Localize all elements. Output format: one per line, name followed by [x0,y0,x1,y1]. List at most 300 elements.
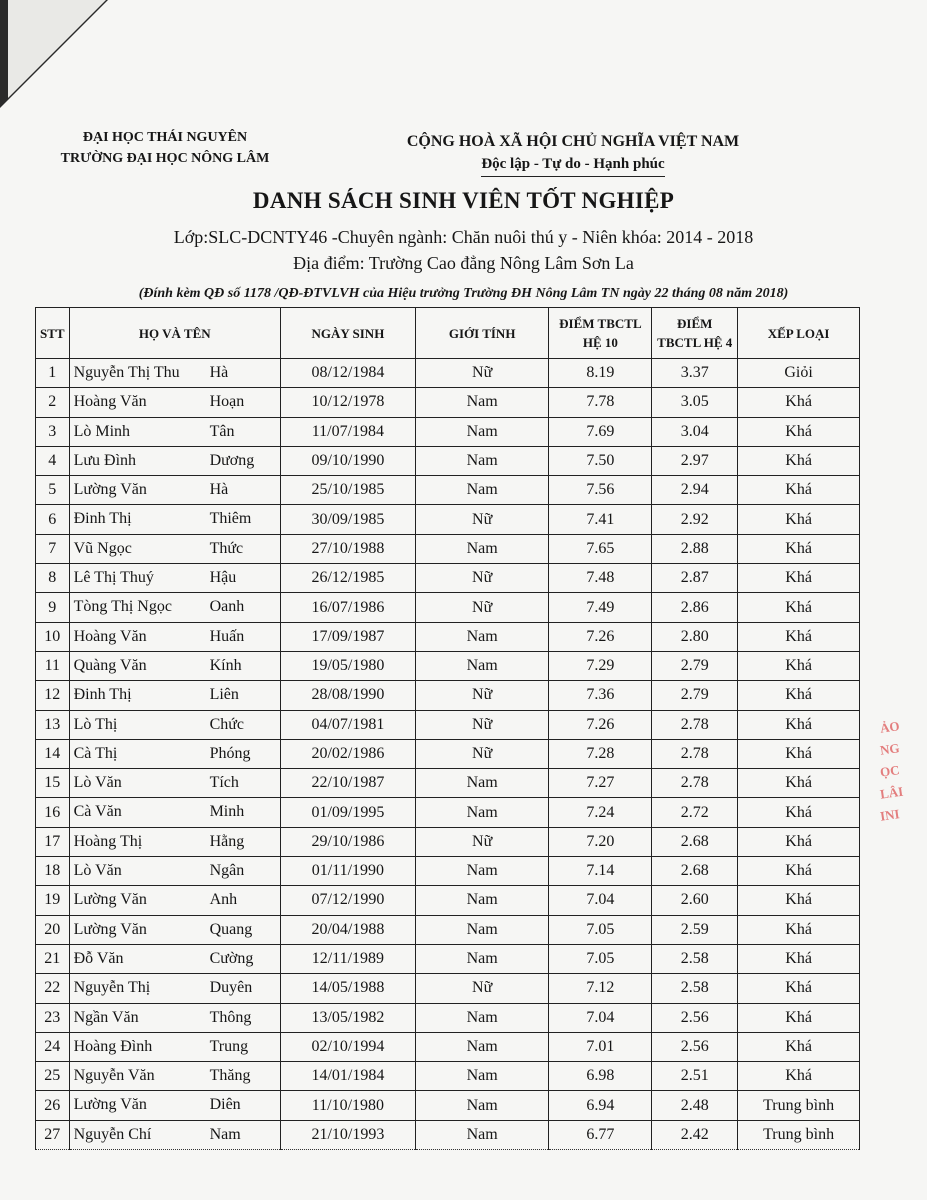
table-row [36,505,860,534]
cell-gpa10: 7.29 [549,651,652,680]
header-rank: XẾP LOẠI [738,308,860,359]
cell-gender: Nam [415,1032,549,1061]
cell-family-name: Lê Thị Thuý [73,569,154,587]
cell-name [69,476,280,505]
cell-stt: 20 [36,915,70,944]
cell-rank: Trung bình [738,1091,860,1120]
cell-name [69,388,280,417]
cell-stt: 5 [36,476,70,505]
header-dob: NGÀY SINH [280,308,415,359]
cell-name [69,915,280,944]
header-gender: GIỚI TÍNH [415,308,549,359]
cell-name [69,446,280,475]
cell-gpa10: 7.48 [549,564,652,593]
table-row [36,622,860,651]
cell-dob: 07/12/1990 [280,886,415,915]
cell-family-name: Lường Văn [73,920,147,938]
table-row [36,710,860,739]
cell-dob: 21/10/1993 [280,1120,415,1149]
cell-gpa10: 7.69 [549,417,652,446]
table-row [36,827,860,856]
cell-name [69,1003,280,1032]
cell-rank: Khá [738,798,860,827]
cell-family-name: Nguyễn Thị Thu [73,364,180,381]
cell-gpa10: 7.36 [549,681,652,710]
cell-gpa10: 7.49 [549,593,652,622]
cell-stt: 21 [36,944,70,973]
cell-rank: Khá [738,681,860,710]
cell-gender: Nam [415,534,549,563]
table-row [36,1091,860,1120]
cell-stt: 17 [36,827,70,856]
location-info: Địa điểm: Trường Cao đẳng Nông Lâm Sơn La [293,253,634,273]
cell-gpa10: 7.56 [549,476,652,505]
cell-stt: 2 [36,388,70,417]
cell-family-name: Lò Minh [73,422,131,440]
cell-family-name: Ngần Văn [73,1008,139,1026]
decision-note: (Đính kèm QĐ số 1178 /QĐ-ĐTVLVH của Hiệu trưởng Trường ĐH Nông Lâm TN ngày 22 tháng 08 năm 2018) [138,286,789,301]
cell-stt: 23 [36,1003,70,1032]
cell-gpa4: 2.78 [652,769,738,798]
cell-rank: Khá [738,1032,860,1061]
header-gpa4-line1: ĐIỂM [677,316,713,331]
cell-gender: Nữ [415,974,549,1003]
cell-gpa4: 2.72 [652,798,738,827]
cell-gpa4: 2.80 [652,622,738,651]
cell-gpa10: 7.12 [549,974,652,1003]
cell-dob: 08/12/1984 [280,359,415,388]
cell-name [69,417,280,446]
cell-gpa10: 6.98 [549,1062,652,1091]
cell-name [69,944,280,973]
cell-dob: 14/01/1984 [280,1062,415,1091]
cell-given-name: Tân [209,422,235,440]
cell-gpa4: 2.87 [652,564,738,593]
cell-gpa4: 2.78 [652,710,738,739]
cell-stt: 22 [36,974,70,1003]
folded-corner-inner [8,0,106,98]
cell-gender: Nữ [415,681,549,710]
cell-family-name: Vũ Ngọc [73,539,132,557]
cell-gender: Nữ [415,505,549,534]
cell-gpa10: 6.77 [549,1120,652,1149]
cell-stt: 8 [36,564,70,593]
cell-gender: Nam [415,944,549,973]
cell-family-name: Hoàng Thị [73,832,143,850]
cell-stt: 13 [36,710,70,739]
cell-gender: Nữ [415,593,549,622]
cell-stt: 6 [36,505,70,534]
cell-stt: 15 [36,769,70,798]
cell-given-name: Minh [209,803,245,821]
cell-stt: 16 [36,798,70,827]
cell-given-name: Thiêm [209,510,252,528]
table-row [36,857,860,886]
cell-rank: Giỏi [738,359,860,388]
cell-dob: 10/12/1978 [280,388,415,417]
cell-name [69,827,280,856]
stamp-text-2: NG [879,740,901,758]
cell-family-name: Lò Thị [73,715,118,733]
cell-gpa4: 2.79 [652,651,738,680]
cell-name [69,1032,280,1061]
cell-rank: Trung bình [738,1120,860,1149]
cell-gpa10: 7.05 [549,915,652,944]
cell-gpa4: 2.60 [652,886,738,915]
cell-name [69,974,280,1003]
cell-name [69,593,280,622]
cell-gpa10: 7.26 [549,622,652,651]
cell-name [69,798,280,827]
cell-gender: Nữ [415,827,549,856]
cell-given-name: Quang [209,920,253,938]
cell-gender: Nam [415,622,549,651]
cell-rank: Khá [738,505,860,534]
cell-dob: 01/11/1990 [280,857,415,886]
cell-rank: Khá [738,564,860,593]
issuer-block [50,127,280,169]
table-row [36,651,860,680]
cell-gender: Nam [415,1003,549,1032]
cell-gpa10: 7.14 [549,857,652,886]
table-row [36,915,860,944]
cell-rank: Khá [738,710,860,739]
cell-family-name: Hoàng Văn [73,627,147,645]
cell-gpa4: 2.58 [652,944,738,973]
cell-gpa10: 7.24 [549,798,652,827]
cell-gender: Nam [415,1091,549,1120]
cell-dob: 14/05/1988 [280,974,415,1003]
cell-given-name: Thông [209,1008,252,1026]
cell-gpa4: 2.51 [652,1062,738,1091]
cell-dob: 26/12/1985 [280,564,415,593]
cell-family-name: Cà Thị [73,744,118,762]
cell-gpa10: 8.19 [549,359,652,388]
cell-given-name: Nam [209,1125,241,1143]
cell-gpa4: 2.56 [652,1003,738,1032]
cell-given-name: Thức [209,539,244,557]
cell-stt: 12 [36,681,70,710]
cell-gpa4: 2.79 [652,681,738,710]
red-stamp-fragment [880,715,920,865]
cell-given-name: Oanh [209,598,245,616]
cell-name [69,622,280,651]
cell-rank: Khá [738,1003,860,1032]
cell-given-name: Huấn [209,627,245,645]
cell-stt: 18 [36,857,70,886]
cell-name [69,710,280,739]
cell-given-name: Dương [209,451,255,469]
cell-family-name: Đinh Thị [73,510,132,528]
cell-dob: 27/10/1988 [280,534,415,563]
cell-given-name: Anh [209,891,238,909]
cell-family-name: Lò Văn [73,862,122,880]
cell-stt: 3 [36,417,70,446]
cell-dob: 20/02/1986 [280,739,415,768]
cell-family-name: Cà Văn [73,803,122,821]
cell-rank: Khá [738,476,860,505]
cell-gpa4: 2.42 [652,1120,738,1149]
cell-name [69,857,280,886]
cell-rank: Khá [738,769,860,798]
cell-stt: 19 [36,886,70,915]
cell-gpa4: 2.58 [652,974,738,1003]
cell-gpa10: 7.04 [549,886,652,915]
cell-stt: 27 [36,1120,70,1149]
header-gpa4-line2: TBCTL HỆ 4 [657,335,733,350]
cell-dob: 04/07/1981 [280,710,415,739]
cell-family-name: Đỗ Văn [73,949,124,967]
cell-dob: 29/10/1986 [280,827,415,856]
graduate-table [35,307,860,1150]
cell-gpa4: 3.37 [652,359,738,388]
cell-gpa10: 7.50 [549,446,652,475]
cell-dob: 12/11/1989 [280,944,415,973]
cell-dob: 22/10/1987 [280,769,415,798]
cell-dob: 20/04/1988 [280,915,415,944]
cell-given-name: Liên [209,686,239,704]
cell-gpa4: 2.86 [652,593,738,622]
cell-gender: Nam [415,1062,549,1091]
header-gpa10-line2: HỆ 10 [582,335,618,350]
document-title: DANH SÁCH SINH VIÊN TỐT NGHIỆP [252,188,675,213]
table-row [36,944,860,973]
table-row [36,739,860,768]
stamp-text-4: LÂI [879,783,905,802]
cell-rank: Khá [738,857,860,886]
header-stt: STT [36,308,70,359]
cell-name [69,359,280,388]
cell-gpa4: 2.68 [652,827,738,856]
table-row [36,798,860,827]
cell-gpa10: 7.78 [549,388,652,417]
cell-dob: 02/10/1994 [280,1032,415,1061]
cell-name [69,739,280,768]
cell-rank: Khá [738,915,860,944]
table-row [36,564,860,593]
cell-gender: Nam [415,388,549,417]
table-row [36,1120,860,1149]
cell-gender: Nữ [415,710,549,739]
cell-name [69,534,280,563]
cell-gender: Nam [415,1120,549,1149]
university-name: ĐẠI HỌC THÁI NGUYÊN [82,130,248,145]
cell-dob: 11/10/1980 [280,1091,415,1120]
table-row [36,476,860,505]
cell-gpa10: 7.20 [549,827,652,856]
cell-name [69,1091,280,1120]
cell-given-name: Thăng [209,1067,251,1085]
cell-gender: Nam [415,915,549,944]
cell-stt: 9 [36,593,70,622]
cell-stt: 11 [36,651,70,680]
cell-given-name: Cường [209,949,254,967]
cell-rank: Khá [738,651,860,680]
cell-gpa4: 3.05 [652,388,738,417]
cell-rank: Khá [738,593,860,622]
cell-dob: 13/05/1982 [280,1003,415,1032]
cell-gender: Nam [415,476,549,505]
cell-gpa4: 2.59 [652,915,738,944]
cell-name [69,769,280,798]
cell-given-name: Tích [209,774,239,792]
cell-family-name: Lưu Đình [73,451,137,469]
cell-given-name: Ngân [209,862,245,880]
cell-stt: 24 [36,1032,70,1061]
cell-dob: 16/07/1986 [280,593,415,622]
cell-given-name: Diên [209,1096,241,1114]
table-row [36,681,860,710]
cell-dob: 25/10/1985 [280,476,415,505]
cell-gender: Nam [415,886,549,915]
cell-dob: 30/09/1985 [280,505,415,534]
cell-dob: 17/09/1987 [280,622,415,651]
cell-name [69,505,280,534]
school-name: TRƯỜNG ĐẠI HỌC NÔNG LÂM [60,151,270,166]
cell-family-name: Lường Văn [73,1096,147,1114]
cell-gender: Nữ [415,564,549,593]
cell-stt: 10 [36,622,70,651]
cell-name [69,1062,280,1091]
cell-given-name: Hoạn [209,393,245,411]
cell-gender: Nữ [415,359,549,388]
cell-dob: 01/09/1995 [280,798,415,827]
cell-gpa10: 7.28 [549,739,652,768]
cell-family-name: Quàng Văn [73,656,147,674]
cell-stt: 14 [36,739,70,768]
table-row [36,1062,860,1091]
cell-name [69,1120,280,1149]
cell-gpa10: 7.05 [549,944,652,973]
cell-gpa4: 3.04 [652,417,738,446]
cell-rank: Khá [738,944,860,973]
cell-family-name: Lò Văn [73,774,122,792]
national-header [398,131,748,177]
cell-dob: 09/10/1990 [280,446,415,475]
cell-family-name: Nguyễn Văn [73,1067,155,1085]
cell-family-name: Nguyễn Chí [73,1125,152,1143]
cell-given-name: Kính [209,656,242,674]
table-row [36,359,860,388]
cell-dob: 28/08/1990 [280,681,415,710]
cell-rank: Khá [738,974,860,1003]
cell-given-name: Trung [209,1037,249,1055]
cell-gender: Nam [415,446,549,475]
cell-given-name: Chức [209,715,245,733]
class-info: Lớp:SLC-DCNTY46 -Chuyên ngành: Chăn nuôi thú y - Niên khóa: 2014 - 2018 [173,227,754,247]
cell-dob: 11/07/1984 [280,417,415,446]
cell-stt: 1 [36,359,70,388]
cell-gpa10: 6.94 [549,1091,652,1120]
cell-family-name: Lường Văn [73,891,147,909]
cell-gender: Nam [415,417,549,446]
cell-family-name: Hoàng Văn [73,393,147,411]
cell-rank: Khá [738,417,860,446]
cell-gender: Nam [415,769,549,798]
cell-rank: Khá [738,534,860,563]
table-row [36,534,860,563]
table-row [36,593,860,622]
cell-gpa4: 2.94 [652,476,738,505]
cell-gpa10: 7.65 [549,534,652,563]
national-motto: Độc lập - Tự do - Hạnh phúc [481,153,664,177]
cell-rank: Khá [738,827,860,856]
header-gpa10-line1: ĐIỂM TBCTL [559,316,642,331]
cell-name [69,564,280,593]
cell-rank: Khá [738,1062,860,1091]
cell-stt: 26 [36,1091,70,1120]
cell-gpa10: 7.26 [549,710,652,739]
cell-gpa4: 2.97 [652,446,738,475]
cell-stt: 25 [36,1062,70,1091]
stamp-text-3: ỌC [879,762,901,780]
table-row [36,769,860,798]
cell-gender: Nam [415,651,549,680]
cell-gpa10: 7.41 [549,505,652,534]
cell-gender: Nam [415,798,549,827]
cell-rank: Khá [738,886,860,915]
cell-gpa4: 2.56 [652,1032,738,1061]
cell-name [69,681,280,710]
table-row [36,1003,860,1032]
cell-gpa10: 7.01 [549,1032,652,1061]
cell-given-name: Hà [209,364,229,381]
cell-given-name: Phóng [209,744,251,762]
cell-family-name: Lường Văn [73,481,147,499]
cell-rank: Khá [738,446,860,475]
cell-given-name: Hậu [209,569,237,587]
cell-name [69,886,280,915]
table-row [36,417,860,446]
cell-rank: Khá [738,739,860,768]
cell-name [69,651,280,680]
cell-gpa10: 7.04 [549,1003,652,1032]
cell-given-name: Hà [209,481,229,499]
header-name: HỌ VÀ TÊN [69,308,280,359]
table-header-row [36,308,860,359]
cell-family-name: Tòng Thị Ngọc [73,598,172,616]
cell-gpa4: 2.68 [652,857,738,886]
cell-gpa4: 2.92 [652,505,738,534]
cell-family-name: Đinh Thị [73,686,132,704]
cell-stt: 7 [36,534,70,563]
cell-stt: 4 [36,446,70,475]
cell-family-name: Hoàng Đình [73,1037,153,1055]
table-row [36,388,860,417]
cell-rank: Khá [738,388,860,417]
header-gpa4 [652,308,738,359]
cell-family-name: Nguyễn Thị [73,979,151,997]
cell-gpa4: 2.48 [652,1091,738,1120]
cell-gpa10: 7.27 [549,769,652,798]
cell-gpa4: 2.78 [652,739,738,768]
cell-gpa4: 2.88 [652,534,738,563]
table-row [36,974,860,1003]
table-row [36,886,860,915]
cell-dob: 19/05/1980 [280,651,415,680]
cell-given-name: Duyên [209,979,253,997]
cell-gender: Nữ [415,739,549,768]
cell-rank: Khá [738,622,860,651]
cell-given-name: Hằng [209,832,245,850]
country-name: CỘNG HOÀ XÃ HỘI CHỦ NGHĨA VIỆT NAM [406,133,740,150]
cell-gender: Nam [415,857,549,886]
header-gpa10 [549,308,652,359]
stamp-text-1: ẢO [879,718,901,736]
table-row [36,1032,860,1061]
stamp-text-5: INI [879,806,901,824]
table-row [36,446,860,475]
